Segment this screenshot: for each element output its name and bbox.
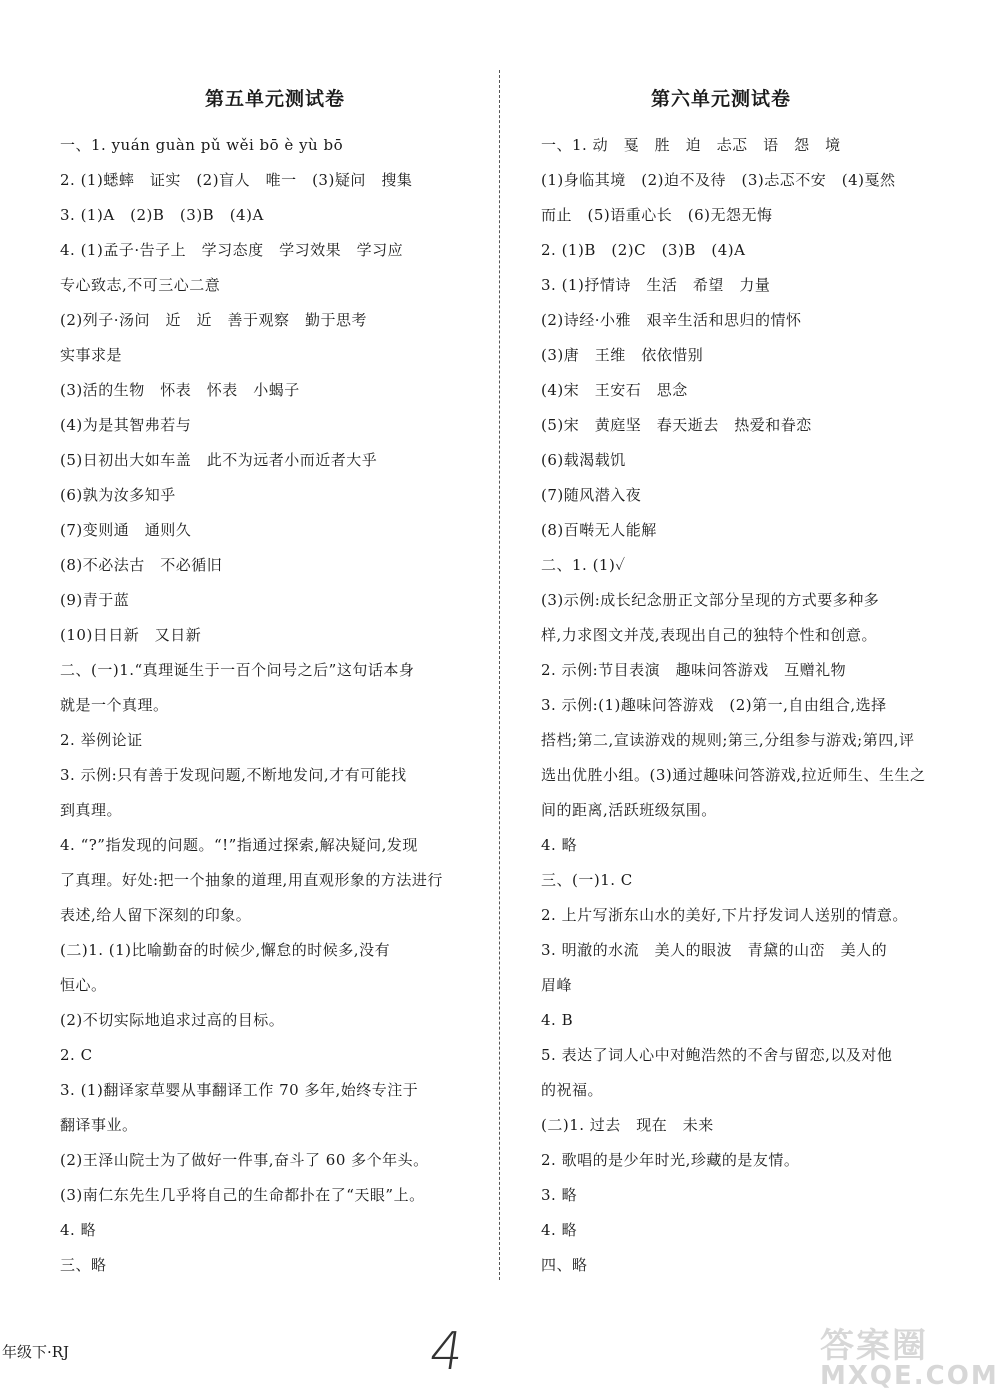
left-answer-line: 实事求是 bbox=[60, 346, 123, 364]
right-answer-line: (4)宋 王安石 思念 bbox=[541, 381, 688, 399]
left-answer-line: 表述,给人留下深刻的印象。 bbox=[60, 906, 252, 924]
right-answer-line: 3. 略 bbox=[541, 1186, 578, 1204]
right-answer-line: 而止 (5)语重心长 (6)无怨无悔 bbox=[541, 206, 773, 224]
watermark-top-text: 答案圈 bbox=[820, 1326, 928, 1366]
right-answer-line: (6)载渴载饥 bbox=[541, 451, 626, 469]
right-answer-line: 间的距离,活跃班级氛围。 bbox=[541, 801, 717, 819]
grade-label: 年级下·RJ bbox=[2, 1343, 70, 1361]
left-answer-line: 4. (1)孟子·告子上 学习态度 学习效果 学习应 bbox=[60, 241, 404, 259]
right-answer-line: 3. 示例:(1)趣味问答游戏 (2)第一,自由组合,选择 bbox=[541, 696, 887, 714]
left-answer-line: 4. “?”指发现的问题。“!”指通过探索,解决疑问,发现 bbox=[60, 836, 418, 854]
left-answer-line: (10)日日新 又日新 bbox=[60, 626, 202, 644]
left-answer-line: 专心致志,不可三心二意 bbox=[60, 276, 221, 294]
left-section-title: 第五单元测试卷 bbox=[205, 88, 346, 110]
left-answer-line: 恒心。 bbox=[60, 976, 107, 994]
left-answer-line: 3. (1)翻译家草婴从事翻译工作 70 多年,始终专注于 bbox=[60, 1081, 419, 1099]
left-answer-line: (7)变则通 通则久 bbox=[60, 521, 192, 539]
right-answer-line: 的祝福。 bbox=[541, 1081, 604, 1099]
right-answer-line: 四、略 bbox=[541, 1256, 588, 1274]
right-answer-line: 搭档;第二,宣读游戏的规则;第三,分组参与游戏;第四,评 bbox=[541, 731, 915, 749]
right-answer-line: 4. 略 bbox=[541, 836, 578, 854]
right-answer-line: 眉峰 bbox=[541, 976, 573, 994]
left-answer-line: 3. (1)A (2)B (3)B (4)A bbox=[60, 206, 264, 224]
left-answer-line: 3. 示例:只有善于发现问题,不断地发问,才有可能找 bbox=[60, 766, 407, 784]
right-answer-line: 2. 示例:节目表演 趣味问答游戏 互赠礼物 bbox=[541, 661, 847, 679]
right-answer-line: 2. (1)B (2)C (3)B (4)A bbox=[541, 241, 746, 259]
left-answer-line: 三、略 bbox=[60, 1256, 107, 1274]
right-answer-line: 4. B bbox=[541, 1011, 574, 1029]
right-answer-line: 2. 上片写浙东山水的美好,下片抒发词人送别的情意。 bbox=[541, 906, 908, 924]
right-answer-line: (二)1. 过去 现在 未来 bbox=[541, 1116, 714, 1134]
left-answer-line: (8)不必法古 不必循旧 bbox=[60, 556, 223, 574]
right-answer-line: 3. (1)抒情诗 生活 希望 力量 bbox=[541, 276, 771, 294]
left-answer-line: (3)南仁东先生几乎将自己的生命都扑在了“天眼”上。 bbox=[60, 1186, 425, 1204]
left-answer-line: 一、1. yuán guàn pǔ wěi bō è yù bō bbox=[60, 136, 344, 154]
left-answer-line: (6)孰为汝多知乎 bbox=[60, 486, 176, 504]
right-answer-line: 2. 歌唱的是少年时光,珍藏的是友情。 bbox=[541, 1151, 800, 1169]
left-answer-line: 2. (1)蟋蟀 证实 (2)盲人 唯一 (3)疑问 搜集 bbox=[60, 171, 413, 189]
left-answer-line: (2)王泽山院士为了做好一件事,奋斗了 60 多个年头。 bbox=[60, 1151, 429, 1169]
left-answer-line: 就是一个真理。 bbox=[60, 696, 169, 714]
right-answer-line: (3)示例:成长纪念册正文部分呈现的方式要多种多 bbox=[541, 591, 880, 609]
right-answer-line: (5)宋 黄庭坚 春天逝去 热爱和眷恋 bbox=[541, 416, 812, 434]
left-answer-line: (2)列子·汤问 近 近 善于观察 勤于思考 bbox=[60, 311, 368, 329]
right-answer-line: 4. 略 bbox=[541, 1221, 578, 1239]
left-answer-line: (5)日初出大如车盖 此不为远者小而近者大乎 bbox=[60, 451, 378, 469]
right-answer-line: 一、1. 动 戛 胜 迫 忐忑 语 怨 境 bbox=[541, 136, 841, 154]
right-answer-line: 选出优胜小组。(3)通过趣味问答游戏,拉近师生、生生之 bbox=[541, 766, 926, 784]
column-divider bbox=[499, 70, 500, 1280]
watermark-bottom-text: MXQE.COM bbox=[820, 1361, 999, 1391]
right-answer-line: (8)百啭无人能解 bbox=[541, 521, 657, 539]
left-answer-line: 翻译事业。 bbox=[60, 1116, 138, 1134]
left-answer-line: (二)1. (1)比喻勤奋的时候少,懈怠的时候多,没有 bbox=[60, 941, 391, 959]
left-answer-line: (9)青于蓝 bbox=[60, 591, 130, 609]
left-answer-line: 二、(一)1.“真理诞生于一百个问号之后”这句话本身 bbox=[60, 661, 415, 679]
right-section-title: 第六单元测试卷 bbox=[651, 88, 792, 110]
right-answer-line: 二、1. (1)✓ bbox=[541, 556, 626, 574]
right-answer-line: 5. 表达了词人心中对鲍浩然的不舍与留恋,以及对他 bbox=[541, 1046, 893, 1064]
right-answer-line: 三、(一)1. C bbox=[541, 871, 633, 889]
left-answer-line: 到真理。 bbox=[60, 801, 123, 819]
right-answer-line: 3. 明澈的水流 美人的眼波 青黛的山峦 美人的 bbox=[541, 941, 888, 959]
right-answer-line: (7)随风潜入夜 bbox=[541, 486, 642, 504]
left-answer-line: 2. C bbox=[60, 1046, 93, 1064]
right-answer-line: 样,力求图文并茂,表现出自己的独特个性和创意。 bbox=[541, 626, 878, 644]
left-answer-line: 2. 举例论证 bbox=[60, 731, 143, 749]
right-answer-line: (2)诗经·小雅 艰辛生活和思归的情怀 bbox=[541, 311, 802, 329]
right-answer-line: (1)身临其境 (2)迫不及待 (3)忐忑不安 (4)戛然 bbox=[541, 171, 896, 189]
watermark-logo bbox=[820, 1318, 999, 1391]
left-answer-line: (3)活的生物 怀表 怀表 小蝎子 bbox=[60, 381, 300, 399]
page-number: 4 bbox=[425, 1322, 468, 1382]
left-answer-line: 4. 略 bbox=[60, 1221, 97, 1239]
left-answer-line: (2)不切实际地追求过高的目标。 bbox=[60, 1011, 285, 1029]
left-answer-line: (4)为是其智弗若与 bbox=[60, 416, 192, 434]
left-answer-line: 了真理。好处:把一个抽象的道理,用直观形象的方法进行 bbox=[60, 871, 443, 889]
right-answer-line: (3)唐 王维 依依惜别 bbox=[541, 346, 704, 364]
